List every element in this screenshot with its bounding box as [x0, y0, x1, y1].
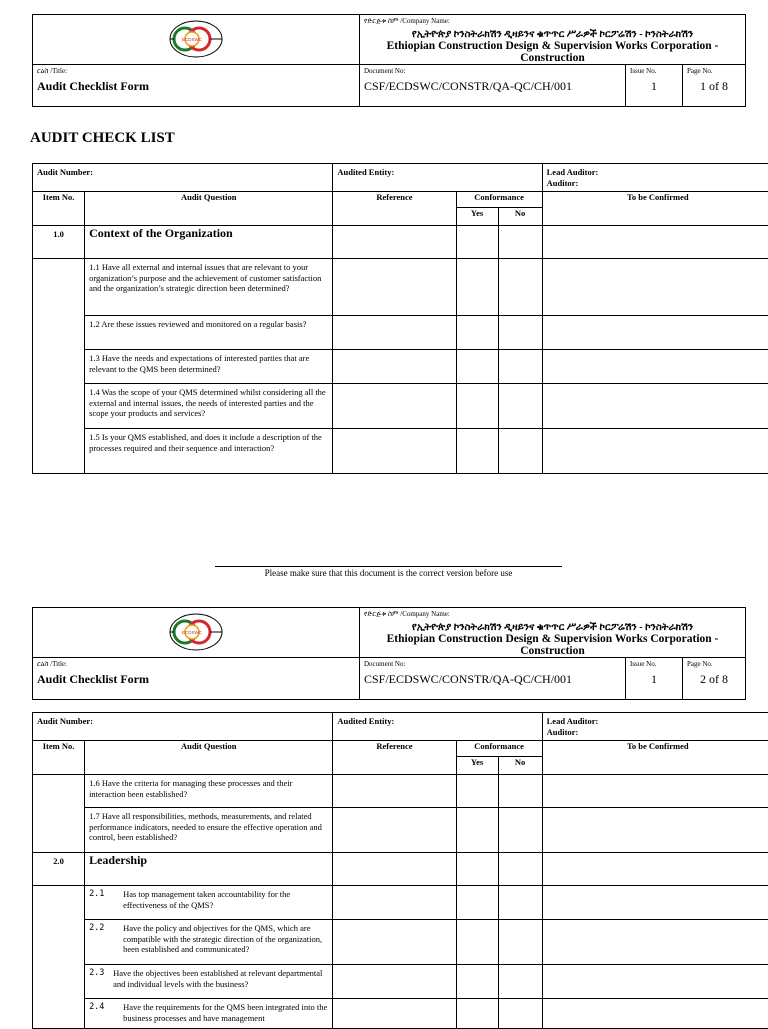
company-name-english: Ethiopian Construction Design & Supervision Works Corporation - Construction — [360, 40, 745, 64]
page2-header — [32, 607, 746, 700]
reference-cell[interactable] — [333, 808, 456, 853]
company-logo-icon — [168, 19, 224, 59]
yes-cell[interactable] — [456, 965, 498, 999]
question-text: 1.5 Is your QMS established, and does it include a description of the processes required and their sequence and interaction? — [85, 429, 333, 474]
page2-checklist-table — [32, 712, 768, 1029]
yes-cell[interactable] — [456, 999, 498, 1029]
issue-value: 1 — [626, 75, 682, 98]
question-text: 1.4 Was the scope of your QMS determined whilst considering all the external and internal issues, the needs of interested parties and the scope your products and services? — [85, 384, 333, 429]
item-cell — [33, 886, 85, 1029]
reference-cell[interactable] — [333, 853, 456, 886]
table-row — [33, 429, 768, 474]
col-no-header: No — [498, 208, 542, 226]
yes-cell[interactable] — [456, 853, 498, 886]
confirm-cell[interactable] — [542, 429, 768, 474]
issue-label: Issue No. — [626, 65, 682, 75]
company-name-amharic: የኢትዮጵያ ኮንስትራክሽን ዲዛይንና ቁጥጥር ሥራዎች ኮርፖሬሽን - ኮንስትራክሽን — [360, 29, 745, 40]
question-cell — [85, 999, 333, 1029]
question-cell — [85, 886, 333, 920]
auditor-label: Auditor: — [547, 727, 768, 738]
no-cell[interactable] — [498, 350, 542, 384]
table-row — [33, 259, 768, 316]
no-cell[interactable] — [498, 429, 542, 474]
issue-cell — [626, 658, 683, 700]
reference-cell[interactable] — [333, 429, 456, 474]
audit-number-label: Audit Number: — [33, 164, 333, 192]
question-text: Have the policy and objectives for the QMS, which are compatible with the strategic direction of the organization, been established and communicated? — [123, 923, 328, 955]
page-no-cell — [683, 658, 746, 700]
question-text: 1.2 Are these issues reviewed and monitored on a regular basis? — [85, 316, 333, 350]
doc-no-value: CSF/ECDSWC/CONSTR/QA-QC/CH/001 — [360, 75, 625, 98]
doc-no-label: Document No: — [360, 658, 625, 668]
confirm-cell[interactable] — [542, 259, 768, 316]
col-no-header: No — [498, 757, 542, 775]
table-row — [33, 886, 768, 920]
section-title: Context of the Organization — [85, 226, 333, 259]
table-row — [33, 853, 768, 886]
confirm-cell[interactable] — [542, 853, 768, 886]
question-cell — [85, 965, 333, 999]
audited-entity-label: Audited Entity: — [333, 713, 542, 741]
doc-no-cell — [360, 658, 626, 700]
sub-item-number: 2.4 — [89, 1002, 123, 1023]
col-question-header: Audit Question — [85, 741, 333, 775]
no-cell[interactable] — [498, 920, 542, 965]
col-question-header: Audit Question — [85, 192, 333, 226]
confirm-cell[interactable] — [542, 350, 768, 384]
issue-cell — [626, 65, 683, 107]
company-name-amharic: የኢትዮጵያ ኮንስትራክሽን ዲዛይንና ቁጥጥር ሥራዎች ኮርፖሬሽን - ኮንስትራክሽን — [360, 622, 745, 633]
company-label: የድርጅቱ ስም /Company Name: — [360, 608, 745, 618]
confirm-cell[interactable] — [542, 965, 768, 999]
company-name-english: Ethiopian Construction Design & Supervision Works Corporation - Construction — [360, 633, 745, 657]
footer-note: Please make sure that this document is the correct version before use — [215, 568, 562, 578]
auditor-cell — [542, 713, 768, 741]
no-cell[interactable] — [498, 886, 542, 920]
question-text: 1.6 Have the criteria for managing these processes and their interaction been established? — [85, 775, 333, 808]
doc-no-cell — [360, 65, 626, 107]
yes-cell[interactable] — [456, 429, 498, 474]
question-text: Have the requirements for the QMS been integrated into the business processes and have management — [123, 1002, 328, 1023]
col-yes-header: Yes — [456, 757, 498, 775]
company-name-cell — [360, 608, 746, 658]
yes-cell[interactable] — [456, 808, 498, 853]
logo-cell — [33, 15, 360, 65]
yes-cell[interactable] — [456, 226, 498, 259]
confirm-cell[interactable] — [542, 886, 768, 920]
no-cell[interactable] — [498, 226, 542, 259]
col-item-header: Item No. — [33, 192, 85, 226]
question-text: 1.3 Have the needs and expectations of interested parties that are relevant to the QMS been determined? — [85, 350, 333, 384]
form-title: Audit Checklist Form — [33, 75, 359, 98]
yes-cell[interactable] — [456, 259, 498, 316]
confirm-cell[interactable] — [542, 775, 768, 808]
audited-entity-label: Audited Entity: — [333, 164, 542, 192]
svg-text:ECDSWC: ECDSWC — [182, 37, 203, 42]
page1-header — [32, 14, 746, 107]
sub-item-number: 2.1 — [89, 889, 123, 910]
reference-cell[interactable] — [333, 920, 456, 965]
question-cell — [85, 920, 333, 965]
reference-cell[interactable] — [333, 886, 456, 920]
no-cell[interactable] — [498, 775, 542, 808]
table-row — [33, 920, 768, 965]
yes-cell[interactable] — [456, 886, 498, 920]
table-row — [33, 226, 768, 259]
reference-cell[interactable] — [333, 965, 456, 999]
table-row — [33, 384, 768, 429]
col-yes-header: Yes — [456, 208, 498, 226]
question-text: Have the objectives been established at relevant departmental and individual levels with the business? — [113, 968, 328, 989]
no-cell[interactable] — [498, 853, 542, 886]
title-label: ርዕስ /Title: — [33, 65, 359, 75]
reference-cell[interactable] — [333, 999, 456, 1029]
page-no-cell — [683, 65, 746, 107]
doc-no-value: CSF/ECDSWC/CONSTR/QA-QC/CH/001 — [360, 668, 625, 691]
no-cell[interactable] — [498, 965, 542, 999]
checklist-heading: AUDIT CHECK LIST — [30, 130, 175, 147]
company-name-cell — [360, 15, 746, 65]
auditor-label: Auditor: — [547, 178, 768, 189]
yes-cell[interactable] — [456, 316, 498, 350]
title-cell — [33, 658, 360, 700]
issue-value: 1 — [626, 668, 682, 691]
col-reference-header: Reference — [333, 741, 456, 775]
question-text: 1.1 Have all external and internal issues that are relevant to your organization’s purpose and the achievement of customer satisfaction and the organization’s strategic direction been determined? — [85, 259, 333, 316]
no-cell[interactable] — [498, 259, 542, 316]
reference-cell[interactable] — [333, 316, 456, 350]
page-label: Page No. — [683, 65, 745, 75]
confirm-cell[interactable] — [542, 808, 768, 853]
question-text: 1.7 Have all responsibilities, methods, measurements, and related performance indicators, needed to ensure the effective operation and control, been established? — [85, 808, 333, 853]
confirm-cell[interactable] — [542, 316, 768, 350]
section-number: 1.0 — [33, 226, 85, 259]
yes-cell[interactable] — [456, 350, 498, 384]
form-title: Audit Checklist Form — [33, 668, 359, 691]
no-cell[interactable] — [498, 808, 542, 853]
lead-auditor-label: Lead Auditor: — [547, 167, 768, 178]
issue-label: Issue No. — [626, 658, 682, 668]
confirm-cell[interactable] — [542, 226, 768, 259]
table-row — [33, 999, 768, 1029]
table-row — [33, 965, 768, 999]
item-cell — [33, 775, 85, 853]
yes-cell[interactable] — [456, 384, 498, 429]
section-number: 2.0 — [33, 853, 85, 886]
footer-divider — [215, 566, 562, 567]
sub-item-number: 2.2 — [89, 923, 123, 955]
audit-number-label: Audit Number: — [33, 713, 333, 741]
no-cell[interactable] — [498, 316, 542, 350]
table-row — [33, 808, 768, 853]
yes-cell[interactable] — [456, 775, 498, 808]
page-value: 1 of 8 — [683, 75, 745, 98]
col-confirm-header: To be Confirmed — [542, 192, 768, 226]
question-text: Has top management taken accountability for the effectiveness of the QMS? — [123, 889, 328, 910]
page-label: Page No. — [683, 658, 745, 668]
table-row — [33, 316, 768, 350]
company-logo-icon — [168, 612, 224, 652]
confirm-cell[interactable] — [542, 999, 768, 1029]
logo-cell — [33, 608, 360, 658]
no-cell[interactable] — [498, 999, 542, 1029]
title-label: ርዕስ /Title: — [33, 658, 359, 668]
reference-cell[interactable] — [333, 259, 456, 316]
col-conformance-header: Conformance — [456, 192, 542, 208]
confirm-cell[interactable] — [542, 384, 768, 429]
col-item-header: Item No. — [33, 741, 85, 775]
company-label: የድርጅቱ ስም /Company Name: — [360, 15, 745, 25]
item-cell — [33, 259, 85, 474]
col-confirm-header: To be Confirmed — [542, 741, 768, 775]
table-row — [33, 350, 768, 384]
reference-cell[interactable] — [333, 775, 456, 808]
table-row — [33, 775, 768, 808]
title-cell — [33, 65, 360, 107]
section-title: Leadership — [85, 853, 333, 886]
col-reference-header: Reference — [333, 192, 456, 226]
sub-item-number: 2.3 — [89, 968, 113, 989]
no-cell[interactable] — [498, 384, 542, 429]
lead-auditor-label: Lead Auditor: — [547, 716, 768, 727]
reference-cell[interactable] — [333, 226, 456, 259]
col-conformance-header: Conformance — [456, 741, 542, 757]
yes-cell[interactable] — [456, 920, 498, 965]
page-value: 2 of 8 — [683, 668, 745, 691]
auditor-cell — [542, 164, 768, 192]
doc-no-label: Document No: — [360, 65, 625, 75]
svg-text:ECDSWC: ECDSWC — [182, 630, 203, 635]
page1-checklist-table — [32, 163, 768, 474]
reference-cell[interactable] — [333, 384, 456, 429]
reference-cell[interactable] — [333, 350, 456, 384]
confirm-cell[interactable] — [542, 920, 768, 965]
